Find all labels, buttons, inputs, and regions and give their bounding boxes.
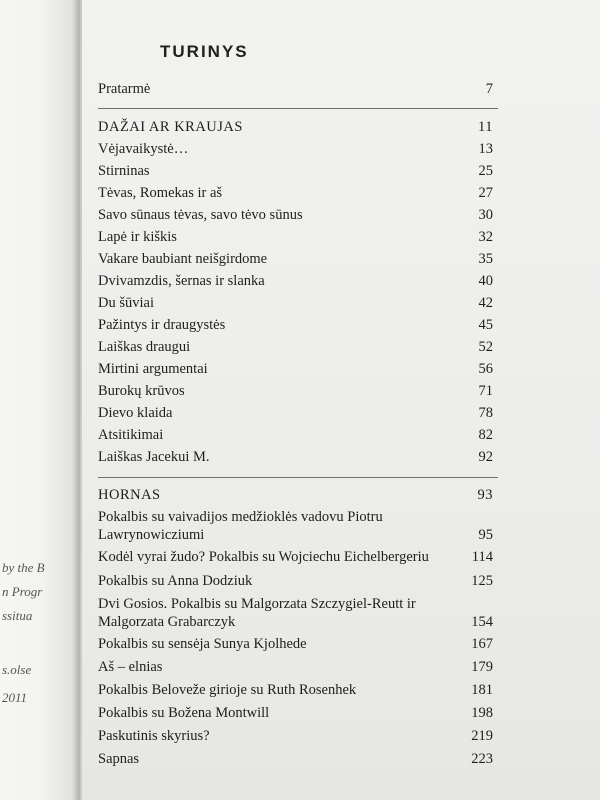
toc-entry-title: Atsitikimai (98, 427, 164, 443)
toc-entry (98, 382, 493, 400)
toc-entry (98, 404, 493, 422)
toc-entry-title: Pratarmė (98, 81, 151, 97)
left-page-fragment: by the B (2, 560, 45, 575)
toc-entry-title: Pažintys ir draugystės (98, 317, 226, 333)
toc-entry-page: 13 (478, 141, 493, 157)
toc-entry-title: Du šūviai (98, 295, 154, 311)
toc-entry-title: Sapnas (98, 751, 140, 767)
toc-entry-title: Mirtini argumentai (98, 361, 208, 377)
toc-entry-page: 154 (471, 614, 493, 630)
page-title: TURINYS (160, 42, 249, 61)
toc-entry-title: Stirninas (98, 163, 150, 179)
toc-entry (98, 228, 493, 246)
toc-entry (98, 681, 493, 699)
left-page-fragment: 2011 (2, 690, 28, 705)
toc-entry (98, 635, 493, 653)
toc-entry-title: Burokų krūvos (98, 383, 185, 399)
toc-entry-title: Aš – elnias (98, 659, 163, 675)
toc-entry-page: 92 (478, 449, 493, 465)
toc-entry-page: 27 (478, 185, 493, 201)
toc-entry (98, 360, 493, 378)
toc-section-title: DAŽAI AR KRAUJAS (98, 119, 243, 135)
toc-entry-page: 56 (478, 361, 493, 377)
toc-entry-page: 71 (478, 383, 493, 399)
section-divider (98, 477, 498, 478)
toc-entry (98, 272, 493, 290)
left-page-fragment: n Progr (2, 584, 43, 599)
toc-section-title: HORNAS (98, 487, 161, 503)
toc-entry-page: 32 (478, 229, 493, 245)
toc-entry-page: 223 (471, 751, 493, 767)
toc-entry-page: 95 (478, 527, 493, 543)
toc-section (98, 486, 493, 504)
toc-entry-title: Dvivamzdis, šernas ir slanka (98, 273, 265, 289)
toc-entry-title: Vėjavaikystė… (98, 141, 189, 157)
toc-entry (98, 448, 493, 466)
toc-entry (98, 750, 493, 768)
toc-entry-title: Tėvas, Romekas ir aš (98, 185, 223, 201)
toc-entry (98, 316, 493, 334)
toc-entry (98, 572, 493, 590)
toc-entry (98, 338, 493, 356)
toc-entry-title: Kodėl vyrai žudo? Pokalbis su Wojciechu Eichelbergeriu (98, 549, 429, 565)
toc-entry-page: 45 (478, 317, 493, 333)
toc-entry-page: 93 (477, 487, 493, 503)
toc-entry-title: Pokalbis su Anna Dodziuk (98, 573, 253, 589)
toc-entry (98, 426, 493, 444)
toc-entry-page: 78 (478, 405, 493, 421)
toc-entry (98, 140, 493, 158)
toc-entry-page: 7 (485, 81, 493, 97)
toc-entry (98, 658, 493, 676)
toc-entry-page: 25 (478, 163, 493, 179)
toc-entry-title: Savo sūnaus tėvas, savo tėvo sūnus (98, 207, 303, 223)
toc-entry-page: 35 (478, 251, 493, 267)
toc-entry (98, 250, 493, 268)
toc-entry-title: Dvi Gosios. Pokalbis su Malgorzata Szczygiel-Reutt ir Malgorzata Grabarczyk (98, 596, 416, 630)
toc-entry (98, 206, 493, 224)
toc-entry-page: 114 (471, 549, 493, 565)
toc-entry-page: 30 (478, 207, 493, 223)
toc-entry-title: Vakare baubiant neišgirdome (98, 251, 268, 267)
toc-entry-title: Paskutinis skyrius? (98, 728, 210, 744)
toc-entry-page: 82 (478, 427, 493, 443)
toc-entry-page: 40 (478, 273, 493, 289)
toc-entry (98, 162, 493, 180)
toc-entry (98, 508, 493, 544)
toc-entry-title: Lapė ir kiškis (98, 229, 177, 245)
toc-entry (98, 595, 493, 631)
toc-entry-title: Pokalbis su vaivadijos medžioklės vadovu Piotru Lawrynowicziumi (98, 509, 383, 543)
toc-entry-page: 219 (471, 728, 493, 744)
toc-entry (98, 80, 493, 98)
toc-entry-page: 42 (478, 295, 493, 311)
toc-entry (98, 294, 493, 312)
toc-entry (98, 704, 493, 722)
toc-entry (98, 727, 493, 745)
toc-entry-title: Pokalbis su Božena Montwill (98, 705, 270, 721)
toc-entry-title: Dievo klaida (98, 405, 173, 421)
toc-entry-title: Pokalbis su sensėja Sunya Kjolhede (98, 636, 307, 652)
toc-section (98, 118, 493, 136)
toc-entry (98, 548, 493, 566)
toc-entry-page: 52 (478, 339, 493, 355)
toc-entry-title: Pokalbis Beloveže girioje su Ruth Rosenhek (98, 682, 357, 698)
toc-entry-page: 198 (471, 705, 493, 721)
toc-entry-page: 179 (471, 659, 493, 675)
toc-entry-title: Laiškas Jacekui M. (98, 449, 210, 465)
section-divider (98, 108, 498, 109)
toc-entry (98, 184, 493, 202)
toc-entry-title: Laiškas draugui (98, 339, 191, 355)
toc-entry-page: 167 (471, 636, 493, 652)
toc-entry-page: 181 (471, 682, 493, 698)
toc-entry-page: 125 (471, 573, 493, 589)
left-page-fragment: s.olse (2, 662, 32, 677)
left-page-edge (0, 0, 80, 800)
left-page-fragment: ssitua (2, 608, 33, 623)
toc-entry-page: 11 (478, 119, 493, 135)
